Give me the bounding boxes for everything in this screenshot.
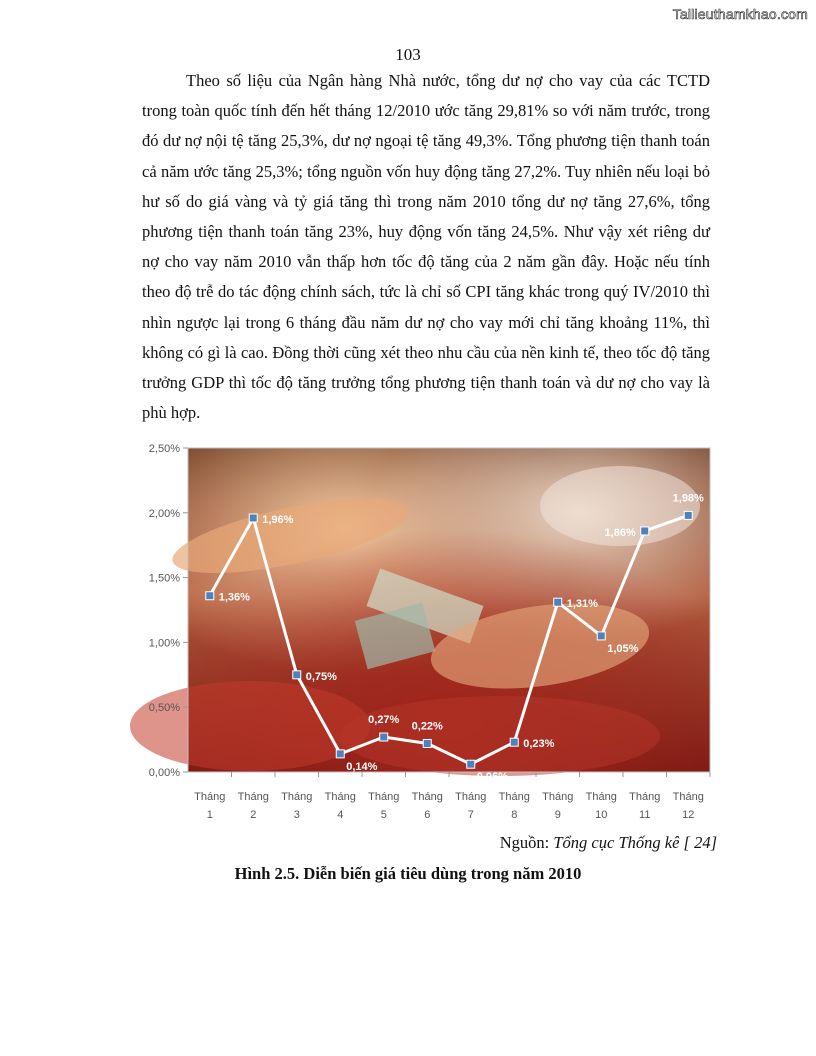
x-tick-label-number: 4 — [337, 809, 344, 821]
y-tick-label: 1,00% — [148, 637, 180, 650]
data-point-marker — [510, 738, 518, 746]
data-label: 0,23% — [523, 738, 555, 751]
data-point-marker — [684, 511, 692, 519]
data-point-marker — [206, 592, 214, 600]
chart-svg — [120, 436, 720, 826]
x-tick-label-number: 1 — [206, 809, 213, 821]
x-tick-label: Tháng — [194, 791, 226, 803]
data-point-marker — [249, 514, 257, 522]
y-tick-label: 2,00% — [148, 507, 180, 520]
x-tick-label: Tháng — [672, 791, 704, 803]
x-tick-label-number: 10 — [595, 809, 608, 821]
x-tick-label: Tháng — [368, 791, 400, 803]
data-label: 1,36% — [218, 591, 250, 604]
x-tick-label: Tháng — [585, 791, 617, 803]
x-tick-label-number: 7 — [467, 809, 474, 821]
y-tick-label: 0,50% — [148, 702, 180, 715]
y-tick-label: 0,00% — [148, 767, 180, 779]
data-label: 0,75% — [305, 670, 337, 683]
y-tick-label: 2,50% — [148, 443, 180, 455]
x-tick-label-number: 8 — [511, 809, 518, 821]
x-tick-label: Tháng — [629, 791, 661, 803]
page-number: 103 — [395, 45, 421, 64]
x-tick-label: Tháng — [498, 791, 530, 803]
figure-caption: Hình 2.5. Diễn biến giá tiêu dùng trong năm 2010 — [234, 864, 582, 883]
x-tick-label: Tháng — [324, 791, 356, 803]
data-point-marker — [597, 632, 605, 640]
data-label: 1,31% — [566, 598, 598, 611]
data-point-marker — [554, 598, 562, 606]
body-paragraph: Theo số liệu của Ngân hàng Nhà nước, tổng dư nợ cho vay của các TCTD trong toàn quốc tính đến hết tháng 12/2010 ước tăng 29,81% so với năm trước, trong đó dư nợ nội tệ tăng 25,3%, dư nợ ngoại tệ tăng 49,3%. Tổng phương tiện thanh toán cả năm ước tăng 25,3%; tổng nguồn vốn huy động tăng 27,2%. Tuy nhiên nếu loại bỏ hư số do giá vàng và tỷ giá tăng thì trong năm 2010 tổng dư nợ tăng 27,6%, tổng phương tiện thanh toán tăng 23%, huy động vốn tăng 24,5%. Như vậy xét riêng dư nợ cho vay năm 2010 vẫn thấp hơn tốc độ tăng của 2 năm gần đây. Hoặc nếu tính theo độ trễ do tác động chính sách, tức là chỉ số CPI tăng khác trong quý IV/2010 thì nhìn ngược lại trong 6 tháng đầu năm dư nợ cho vay mới chỉ tăng khoảng 11%, thì không có gì là cao. Đồng thời cũng xét theo nhu cầu của nền kinh tế, theo tốc độ tăng trưởng GDP thì tốc độ tăng trưởng tổng phương tiện thanh toán và dư nợ cho vay là phù hợp. — [142, 71, 710, 423]
source-name: Tổng cục Thống kê [ 24] — [553, 833, 717, 852]
data-point-marker — [641, 527, 649, 535]
data-point-marker — [380, 733, 388, 741]
data-label: 1,98% — [672, 492, 704, 505]
x-tick-label: Tháng — [237, 791, 269, 803]
source-prefix: Nguồn: — [499, 833, 554, 852]
data-point-marker — [293, 671, 301, 679]
x-axis — [194, 772, 710, 821]
cpi-line-chart — [120, 436, 720, 826]
data-label: 1,96% — [262, 513, 294, 526]
data-label: 1,05% — [607, 642, 639, 655]
y-tick-label: 1,50% — [148, 572, 180, 585]
x-tick-label-number: 11 — [639, 809, 651, 821]
x-tick-label: Tháng — [281, 791, 313, 803]
data-label: 0,14% — [346, 760, 378, 773]
data-label: 0,27% — [368, 714, 400, 727]
x-tick-label-number: 5 — [380, 809, 387, 821]
watermark: Tailieuthamkhao.com — [672, 6, 808, 22]
x-tick-label: Tháng — [542, 791, 574, 803]
data-point-marker — [423, 739, 431, 747]
data-point-marker — [336, 750, 344, 758]
x-tick-label: Tháng — [455, 791, 487, 803]
x-tick-label-number: 3 — [293, 809, 300, 821]
x-tick-label-number: 6 — [424, 809, 431, 821]
x-tick-label-number: 12 — [682, 809, 695, 821]
x-tick-label-number: 9 — [554, 809, 561, 821]
x-tick-label-number: 2 — [250, 809, 257, 821]
data-label: 0,06% — [476, 771, 508, 784]
data-label: 0,22% — [411, 720, 443, 733]
data-label: 1,86% — [604, 526, 636, 539]
data-point-marker — [467, 760, 475, 768]
x-tick-label: Tháng — [411, 791, 443, 803]
source-note — [500, 833, 717, 853]
